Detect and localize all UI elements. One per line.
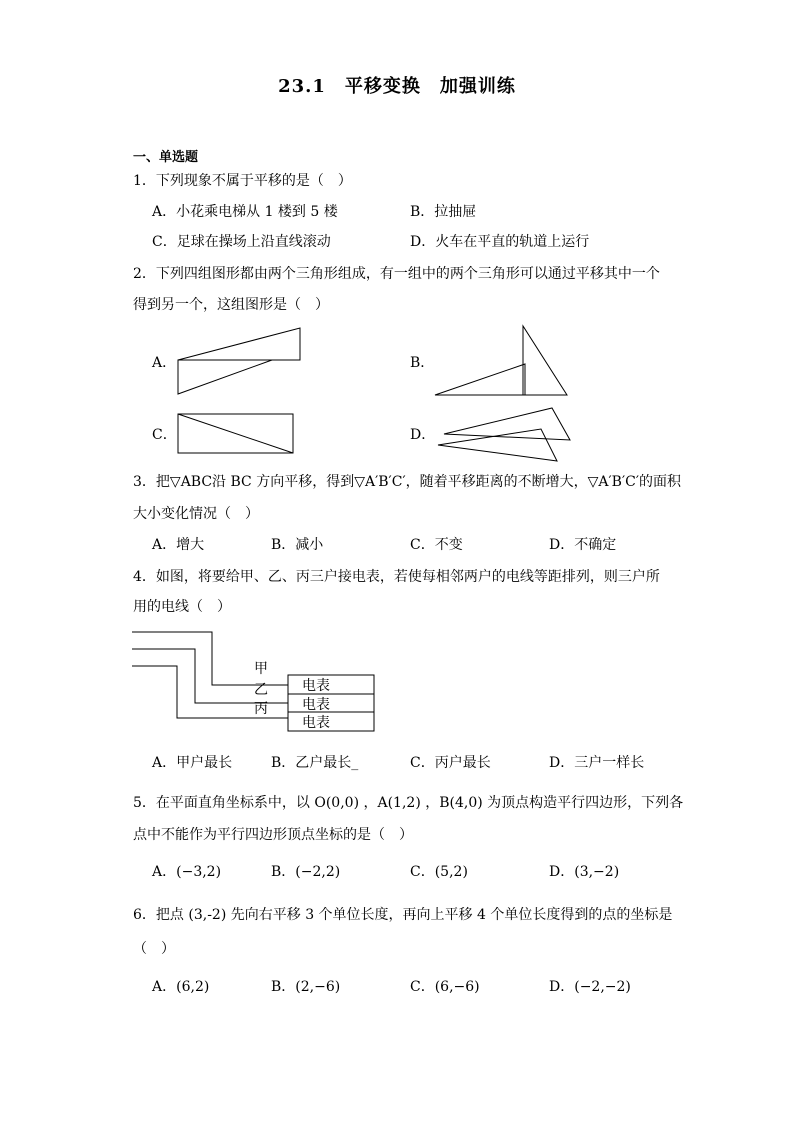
q4-option-c[interactable]: C．丙户最长 [410,755,491,771]
q2-option-b[interactable]: B． [410,355,435,371]
q2-figure-b [430,322,575,402]
label-yi: 乙 [254,682,268,698]
q6-option-a[interactable]: A．(6,2) [152,979,210,995]
q6-option-d[interactable]: D．(−2,−2) [549,979,631,995]
q2-option-a[interactable]: A． [152,355,177,371]
section-heading: 一、单选题 [133,150,199,165]
q2d-triangle-upper [444,408,570,440]
q5-option-b[interactable]: B．(−2,2) [271,864,341,880]
q2a-triangle-lower [178,360,272,394]
question-6-stem-line2: （ ） [133,941,175,957]
question-6-stem-line1: 6．把点 (3,-2) 先向右平移 3 个单位长度，再向上平移 4 个单位长度得到的点的坐标是 [133,907,673,923]
question-4-stem-line2: 用的电线（ ） [133,599,231,615]
q1-option-a[interactable]: A．小花乘电梯从 1 楼到 5 楼 [152,204,338,220]
meter-label-2: 电表 [302,697,330,713]
q5-option-d[interactable]: D．(3,−2) [549,864,620,880]
q5-option-a[interactable]: A．(−3,2) [152,864,222,880]
q4-option-a[interactable]: A．甲户最长 [152,755,233,771]
q1-option-b[interactable]: B．拉抽屉 [410,204,477,220]
q2b-triangle-right [523,326,567,395]
question-5-stem-line1: 5．在平面直角坐标系中，以 O(0,0) ，A(1,2) ，B(4,0) 为顶点构造平行四边形，下列各 [133,795,684,811]
question-3-stem-line1: 3．把▽ABC沿 BC 方向平移，得到▽A′B′C′，随着平移距离的不断增大，▽A′B′C′的面积 [133,474,682,490]
q1-option-c[interactable]: C．足球在操场上沿直线滚动 [152,234,331,250]
meter-label-1: 电表 [302,678,330,694]
q2-figure-d [430,403,580,468]
q2b-triangle-left [435,364,525,395]
q2-figure-c [170,410,300,460]
label-jia: 甲 [254,661,268,677]
label-bing: 丙 [254,701,268,717]
q2-figure-a [170,322,310,402]
question-5-stem-line2: 点中不能作为平行四边形顶点坐标的是（ ） [133,827,413,843]
question-3-stem-line2: 大小变化情况（ ） [133,506,259,522]
question-2-stem-line2: 得到另一个，这组图形是（ ） [133,297,329,313]
meter-label-3: 电表 [302,715,330,731]
q6-option-c[interactable]: C．(6,−6) [410,979,480,995]
question-2-stem-line1: 2．下列四组图形都由两个三角形组成，有一组中的两个三角形可以通过平移其中一个 [133,266,660,282]
q3-option-b[interactable]: B．减小 [271,537,324,553]
q2c-diagonal [178,414,293,453]
q3-option-d[interactable]: D．不确定 [549,537,617,553]
q6-option-b[interactable]: B．(2,−6) [271,979,341,995]
question-1-stem: 1．下列现象不属于平移的是（ ） [133,173,352,189]
meter-box-yi [288,694,374,712]
question-4-stem-line1: 4．如图，将要给甲、乙、丙三户接电表，若使每相邻两户的电线等距排列，则三户所 [133,569,660,585]
q4-option-d[interactable]: D．三户一样长 [549,755,645,771]
q4-option-b[interactable]: B．乙户最长_ [271,755,359,771]
q2-option-d[interactable]: D． [410,427,436,443]
q2-option-c[interactable]: C． [152,427,177,443]
q1-option-d[interactable]: D．火车在平直的轨道上运行 [410,234,590,250]
q3-option-a[interactable]: A．增大 [152,537,205,553]
meter-box-bing [288,712,374,731]
q3-option-c[interactable]: C．不变 [410,537,463,553]
q2d-triangle-lower [438,429,557,461]
q5-option-c[interactable]: C．(5,2) [410,864,468,880]
q2a-triangle-upper [178,328,300,360]
meter-box-jia [288,675,374,694]
page-title: 23.1 平移变换 加强训练 [278,76,516,97]
